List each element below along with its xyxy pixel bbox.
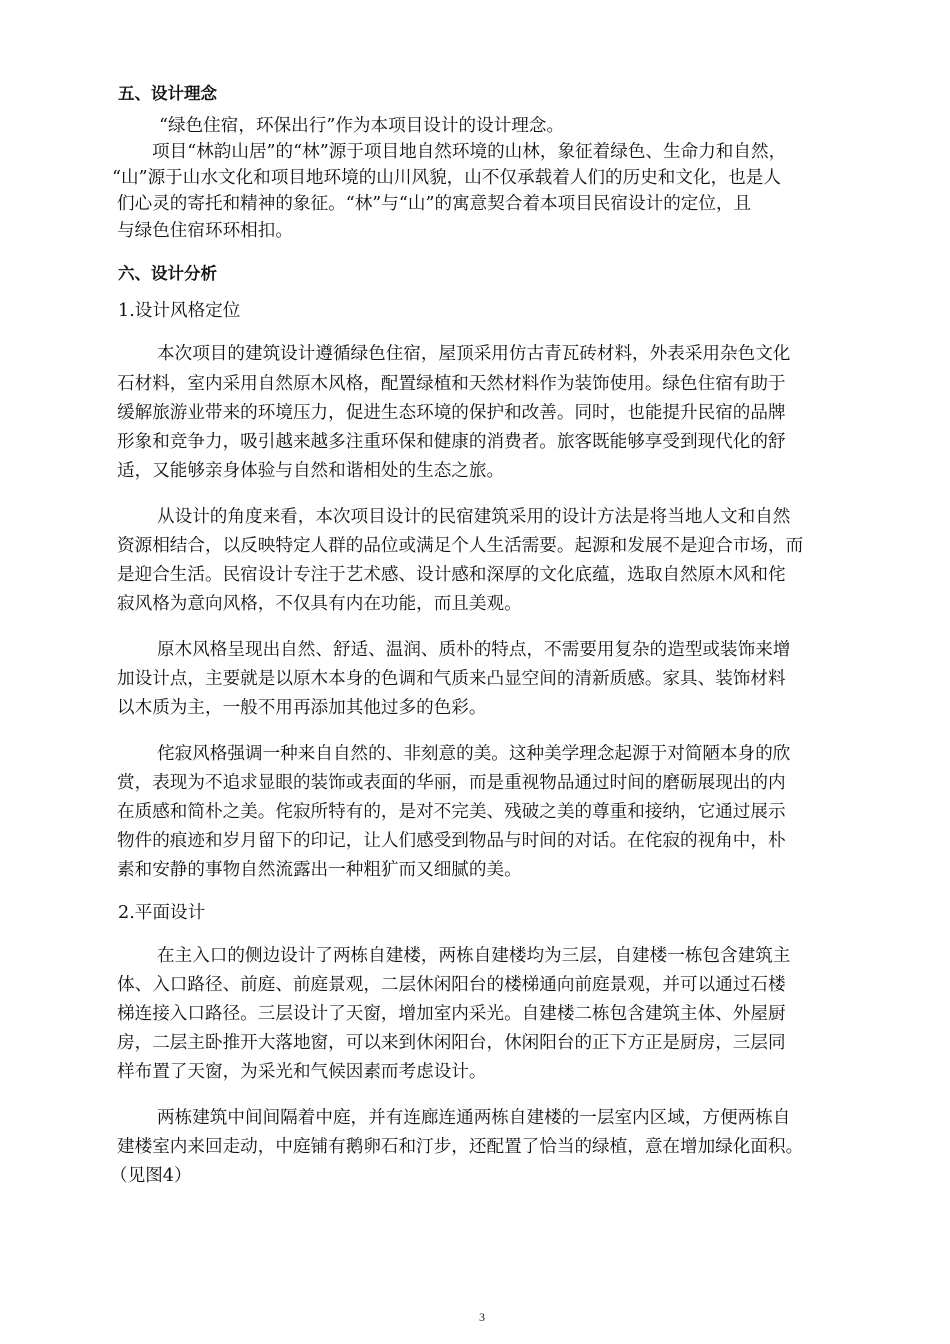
section-5-para2-line2: “山”源于山水文化和项目地环境的山川风貌，山不仅承载着人们的历史和文化，也是人 bbox=[112, 168, 781, 188]
sub1-para4-line2: 赏，表现为不追求显眼的装饰或表面的华丽，而是重视物品通过时间的磨砺展现出的内 bbox=[117, 773, 786, 793]
sub1-para2-line1: 从设计的角度来看，本次项目设计的民宿建筑采用的设计方法是将当地人文和自然 bbox=[157, 507, 791, 527]
page-number: 3 bbox=[479, 1310, 485, 1324]
sub1-para4-line4: 物件的痕迹和岁月留下的印记，让人们感受到物品与时间的对话。在侘寂的视角中，朴 bbox=[117, 831, 786, 851]
sub1-para4-line3: 在质感和简朴之美。侘寂所特有的，是对不完美、残破之美的尊重和接纳，它通过展示 bbox=[117, 802, 786, 822]
sub2-para1-line5: 样布置了天窗，为采光和气候因素而考虑设计。 bbox=[117, 1062, 487, 1082]
sub1-para1-line4: 形象和竞争力，吸引越来越多注重环保和健康的消费者。旅客既能够享受到现代化的舒 bbox=[117, 432, 786, 452]
sub1-para4-line1: 侘寂风格强调一种来自自然的、非刻意的美。这种美学理念起源于对简陋本身的欣 bbox=[157, 744, 791, 764]
sub1-para2-line2: 资源相结合，以反映特定人群的品位或满足个人生活需要。起源和发展不是迎合市场，而 bbox=[117, 536, 804, 556]
sub2-para2-line3: （见图4） bbox=[110, 1166, 192, 1186]
sub2-para2-line1: 两栋建筑中间间隔着中庭，并有连廊连通两栋自建楼的一层室内区域，方便两栋自 bbox=[157, 1108, 791, 1128]
sub1-para3-line3: 以木质为主，一般不用再添加其他过多的色彩。 bbox=[117, 698, 487, 718]
sub1-para4-line5: 素和安静的事物自然流露出一种粗犷而又细腻的美。 bbox=[117, 860, 522, 880]
sub2-para1-line3: 梯连接入口路径。三层设计了天窗，增加室内采光。自建楼二栋包含建筑主体、外屋厨 bbox=[117, 1004, 786, 1024]
sub2-para1-line1: 在主入口的侧边设计了两栋自建楼，两栋自建楼均为三层，自建楼一栋包含建筑主 bbox=[157, 946, 791, 966]
sub2-para2-line2: 建楼室内来回走动，中庭铺有鹅卵石和汀步，还配置了恰当的绿植，意在增加绿化面积。 bbox=[117, 1137, 804, 1157]
sub1-para1-line3: 缓解旅游业带来的环境压力，促进生态环境的保护和改善。同时，也能提升民宿的品牌 bbox=[117, 403, 786, 423]
sub1-para1-line5: 适，又能够亲身体验与自然和谐相处的生态之旅。 bbox=[117, 461, 505, 481]
sub2-para1-line2: 体、入口路径、前庭、前庭景观，二层休闲阳台的楼梯通向前庭景观，并可以通过石楼 bbox=[117, 975, 786, 995]
section-5-heading: 五、设计理念 bbox=[118, 84, 217, 103]
section-5-para1-line1: “绿色住宿，环保出行”作为本项目设计的设计理念。 bbox=[159, 116, 565, 136]
subsection-2-title: 2.平面设计 bbox=[118, 903, 206, 923]
section-5-para2-line3: 们心灵的寄托和精神的象征。“林”与“山”的寓意契合着本项目民宿设计的定位，且 bbox=[117, 194, 752, 214]
sub1-para3-line1: 原木风格呈现出自然、舒适、温润、质朴的特点，不需要用复杂的造型或装饰来增 bbox=[157, 640, 791, 660]
sub1-para1-line2: 石材料，室内采用自然原木风格，配置绿植和天然材料作为装饰使用。绿色住宿有助于 bbox=[117, 374, 786, 394]
subsection-1-title: 1.设计风格定位 bbox=[118, 301, 241, 321]
sub1-para3-line2: 加设计点，主要就是以原木本身的色调和气质来凸显空间的清新质感。家具、装饰材料 bbox=[117, 669, 786, 689]
section-5-para2-line1: 项目“林韵山居”的“林”源于项目地自然环境的山林，象征着绿色、生命力和自然， bbox=[152, 142, 787, 162]
section-6-heading: 六、设计分析 bbox=[118, 264, 217, 283]
sub1-para2-line3: 是迎合生活。民宿设计专注于艺术感、设计感和深厚的文化底蕴，选取自然原木风和侘 bbox=[117, 565, 786, 585]
sub1-para2-line4: 寂风格为意向风格，不仅具有内在功能，而且美观。 bbox=[117, 594, 522, 614]
sub2-para1-line4: 房，二层主卧推开大落地窗，可以来到休闲阳台，休闲阳台的正下方正是厨房，三层同 bbox=[117, 1033, 786, 1053]
sub1-para1-line1: 本次项目的建筑设计遵循绿色住宿，屋顶采用仿古青瓦砖材料，外表采用杂色文化 bbox=[157, 344, 791, 364]
section-5-para2-line4: 与绿色住宿环环相扣。 bbox=[117, 221, 293, 241]
